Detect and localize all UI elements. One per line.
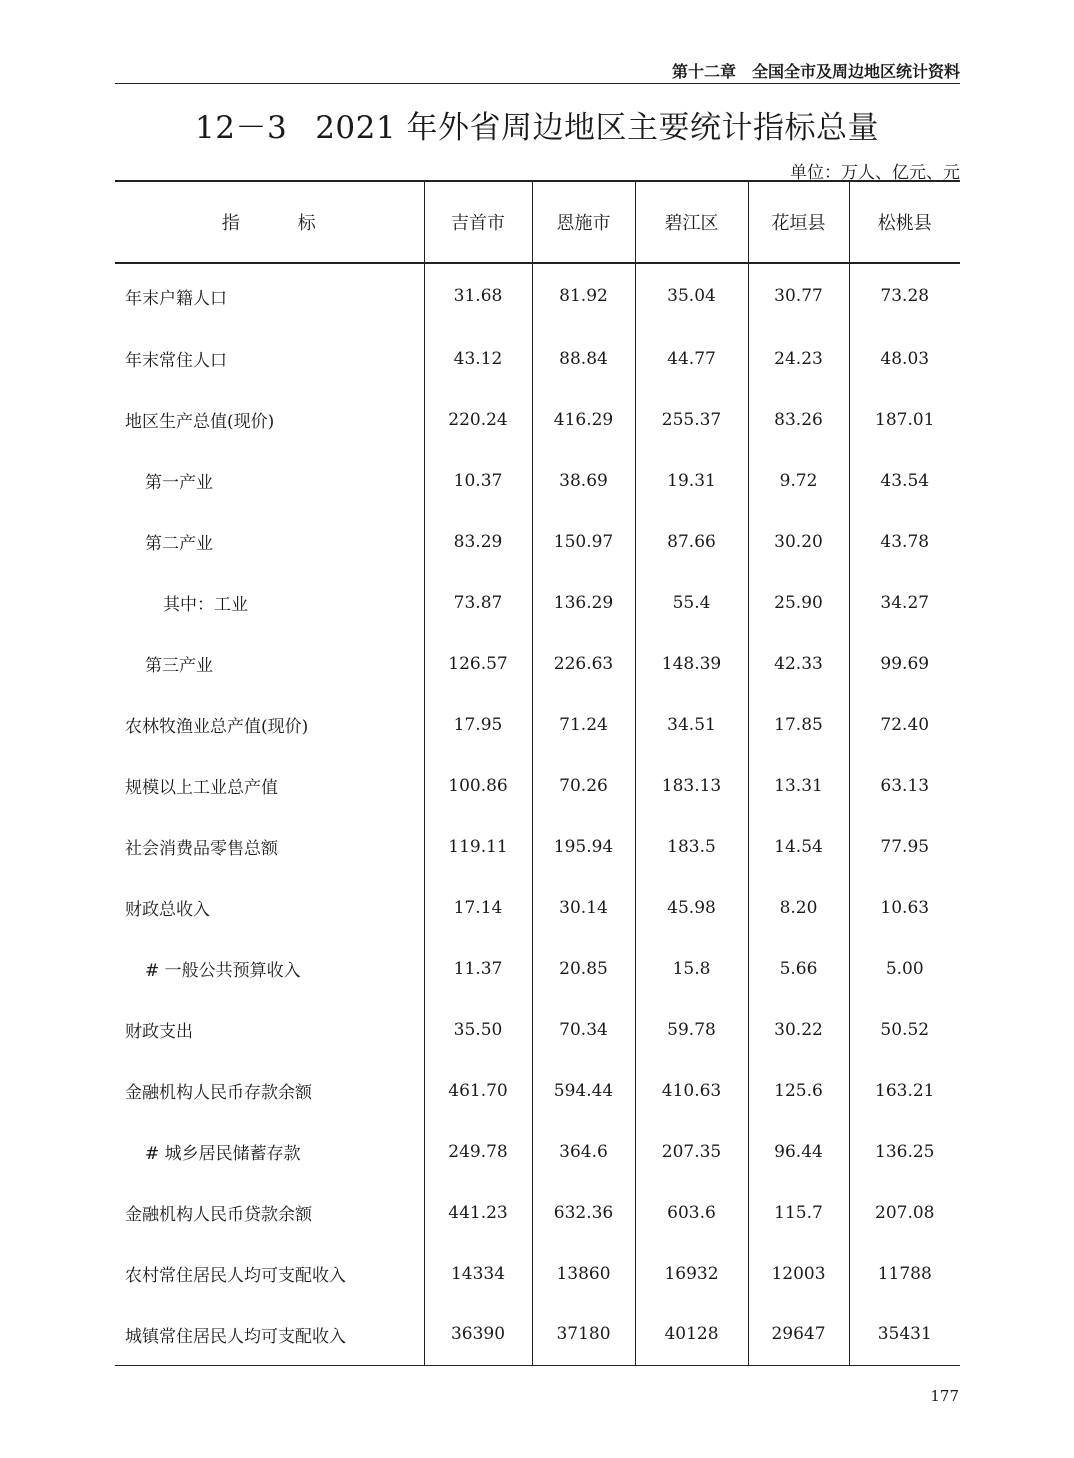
cell-value: 59.78 xyxy=(635,999,748,1060)
cell-value: 96.44 xyxy=(748,1121,849,1182)
cell-value: 17.14 xyxy=(424,877,532,938)
cell-value: 12003 xyxy=(748,1243,849,1304)
row-label: 城镇常住居民人均可支配收入 xyxy=(115,1304,424,1365)
cell-value: 88.84 xyxy=(532,328,635,389)
cell-value: 17.95 xyxy=(424,694,532,755)
row-label: 农村常住居民人均可支配收入 xyxy=(125,1266,346,1286)
table-title: 2021 年外省周边地区主要统计指标总量 xyxy=(315,110,879,146)
cell-value: 24.23 xyxy=(748,328,849,389)
cell-value: 16932 xyxy=(635,1243,748,1304)
header-huayuan: 花垣县 xyxy=(748,181,849,263)
cell-value: 87.66 xyxy=(635,511,748,572)
table-row xyxy=(115,572,960,633)
cell-value: 38.69 xyxy=(532,450,635,511)
table-row xyxy=(115,389,960,450)
cell-value: 220.24 xyxy=(424,389,532,450)
cell-value: 5.66 xyxy=(748,938,849,999)
cell-value: 55.4 xyxy=(635,572,748,633)
cell-value: 187.01 xyxy=(849,389,960,450)
page-title xyxy=(0,102,1074,147)
row-label: 其中：工业 xyxy=(163,595,248,615)
row-label: 第三产业 xyxy=(145,656,213,676)
table-row xyxy=(115,1304,960,1365)
cell-value: 30.20 xyxy=(748,511,849,572)
header-jishou: 吉首市 xyxy=(424,181,532,263)
cell-value: 249.78 xyxy=(424,1121,532,1182)
cell-value: 81.92 xyxy=(532,263,635,328)
row-label: 农林牧渔业总产值(现价) xyxy=(125,717,309,737)
cell-value: 30.14 xyxy=(532,877,635,938)
unit-note: 单位：万人、亿元、元 xyxy=(790,163,960,183)
page-number: 177 xyxy=(930,1387,959,1405)
cell-value: 115.7 xyxy=(748,1182,849,1243)
cell-value: 410.63 xyxy=(635,1060,748,1121)
cell-value: 13.31 xyxy=(748,755,849,816)
table-row xyxy=(115,877,960,938)
cell-value: 34.51 xyxy=(635,694,748,755)
row-label: # 城乡居民储蓄存款 xyxy=(145,1144,301,1164)
table-row xyxy=(115,1243,960,1304)
cell-value: 17.85 xyxy=(748,694,849,755)
row-label: 金融机构人民币贷款余额 xyxy=(125,1205,312,1225)
cell-value: 136.25 xyxy=(849,1121,960,1182)
chapter-title: 第十二章 全国全市及周边地区统计资料 xyxy=(671,62,960,81)
cell-value: 35431 xyxy=(849,1304,960,1365)
cell-value: 45.98 xyxy=(635,877,748,938)
header-enshi: 恩施市 xyxy=(532,181,635,263)
cell-value: 31.68 xyxy=(424,263,532,328)
cell-value: 632.36 xyxy=(532,1182,635,1243)
table-row xyxy=(115,450,960,511)
table-row xyxy=(115,328,960,389)
cell-value: 70.26 xyxy=(532,755,635,816)
cell-value: 10.63 xyxy=(849,877,960,938)
cell-value: 72.40 xyxy=(849,694,960,755)
table-body xyxy=(115,263,960,1365)
header-songtao: 松桃县 xyxy=(849,181,960,263)
cell-value: 43.54 xyxy=(849,450,960,511)
table-row xyxy=(115,1182,960,1243)
cell-value: 71.24 xyxy=(532,694,635,755)
cell-value: 195.94 xyxy=(532,816,635,877)
cell-value: 83.29 xyxy=(424,511,532,572)
table-number: 12－3 xyxy=(195,110,288,146)
table-row xyxy=(115,938,960,999)
cell-value: 43.78 xyxy=(849,511,960,572)
header-bijiang: 碧江区 xyxy=(635,181,748,263)
cell-value: 43.12 xyxy=(424,328,532,389)
cell-value: 441.23 xyxy=(424,1182,532,1243)
cell-value: 100.86 xyxy=(424,755,532,816)
cell-value: 50.52 xyxy=(849,999,960,1060)
cell-value: 183.13 xyxy=(635,755,748,816)
row-label: 第二产业 xyxy=(145,534,213,554)
cell-value: 5.00 xyxy=(849,938,960,999)
cell-value: 15.8 xyxy=(635,938,748,999)
cell-value: 44.77 xyxy=(635,328,748,389)
cell-value: 9.72 xyxy=(748,450,849,511)
cell-value: 126.57 xyxy=(424,633,532,694)
table-row xyxy=(115,694,960,755)
cell-value: 136.29 xyxy=(532,572,635,633)
row-label: 年末常住人口 xyxy=(125,351,227,371)
table-row xyxy=(115,755,960,816)
cell-value: 30.22 xyxy=(748,999,849,1060)
cell-value: 20.85 xyxy=(532,938,635,999)
cell-value: 14334 xyxy=(424,1243,532,1304)
cell-value: 255.37 xyxy=(635,389,748,450)
cell-value: 77.95 xyxy=(849,816,960,877)
cell-value: 207.35 xyxy=(635,1121,748,1182)
table-row xyxy=(115,511,960,572)
row-label: 社会消费品零售总额 xyxy=(125,839,278,859)
header-indicator: 指标 xyxy=(115,181,424,263)
row-label: 财政支出 xyxy=(125,1022,193,1042)
cell-value: 42.33 xyxy=(748,633,849,694)
table-row xyxy=(115,263,960,328)
cell-value: 34.27 xyxy=(849,572,960,633)
cell-value: 35.04 xyxy=(635,263,748,328)
cell-value: 11.37 xyxy=(424,938,532,999)
cell-value: 416.29 xyxy=(532,389,635,450)
cell-value: 163.21 xyxy=(849,1060,960,1121)
cell-value: 119.11 xyxy=(424,816,532,877)
cell-value: 148.39 xyxy=(635,633,748,694)
cell-value: 36390 xyxy=(424,1304,532,1365)
cell-value: 594.44 xyxy=(532,1060,635,1121)
cell-value: 25.90 xyxy=(748,572,849,633)
cell-value: 73.87 xyxy=(424,572,532,633)
table-row xyxy=(115,633,960,694)
row-label: 地区生产总值(现价) xyxy=(125,412,275,432)
cell-value: 40128 xyxy=(635,1304,748,1365)
cell-value: 125.6 xyxy=(748,1060,849,1121)
cell-value: 37180 xyxy=(532,1304,635,1365)
table-row xyxy=(115,816,960,877)
row-label: 年末户籍人口 xyxy=(125,288,227,309)
cell-value: 30.77 xyxy=(748,263,849,328)
cell-value: 13860 xyxy=(532,1243,635,1304)
running-header xyxy=(115,55,960,84)
cell-value: 603.6 xyxy=(635,1182,748,1243)
cell-value: 183.5 xyxy=(635,816,748,877)
cell-value: 226.63 xyxy=(532,633,635,694)
cell-value: 48.03 xyxy=(849,328,960,389)
cell-value: 63.13 xyxy=(849,755,960,816)
cell-value: 14.54 xyxy=(748,816,849,877)
cell-value: 73.28 xyxy=(849,263,960,328)
row-label: 规模以上工业总产值 xyxy=(125,778,278,798)
cell-value: 364.6 xyxy=(532,1121,635,1182)
table-row xyxy=(115,999,960,1060)
row-label: 第一产业 xyxy=(145,473,213,493)
cell-value: 8.20 xyxy=(748,877,849,938)
cell-value: 10.37 xyxy=(424,450,532,511)
cell-value: 35.50 xyxy=(424,999,532,1060)
statistics-table xyxy=(115,180,960,1366)
row-label: 财政总收入 xyxy=(125,900,210,920)
cell-value: 150.97 xyxy=(532,511,635,572)
cell-value: 70.34 xyxy=(532,999,635,1060)
cell-value: 461.70 xyxy=(424,1060,532,1121)
table-header-row xyxy=(115,181,960,263)
table-row xyxy=(115,1060,960,1121)
cell-value: 11788 xyxy=(849,1243,960,1304)
table-row xyxy=(115,1121,960,1182)
cell-value: 29647 xyxy=(748,1304,849,1365)
cell-value: 19.31 xyxy=(635,450,748,511)
cell-value: 99.69 xyxy=(849,633,960,694)
cell-value: 83.26 xyxy=(748,389,849,450)
cell-value: 207.08 xyxy=(849,1182,960,1243)
row-label: # 一般公共预算收入 xyxy=(145,961,301,981)
row-label: 金融机构人民币存款余额 xyxy=(125,1083,312,1103)
